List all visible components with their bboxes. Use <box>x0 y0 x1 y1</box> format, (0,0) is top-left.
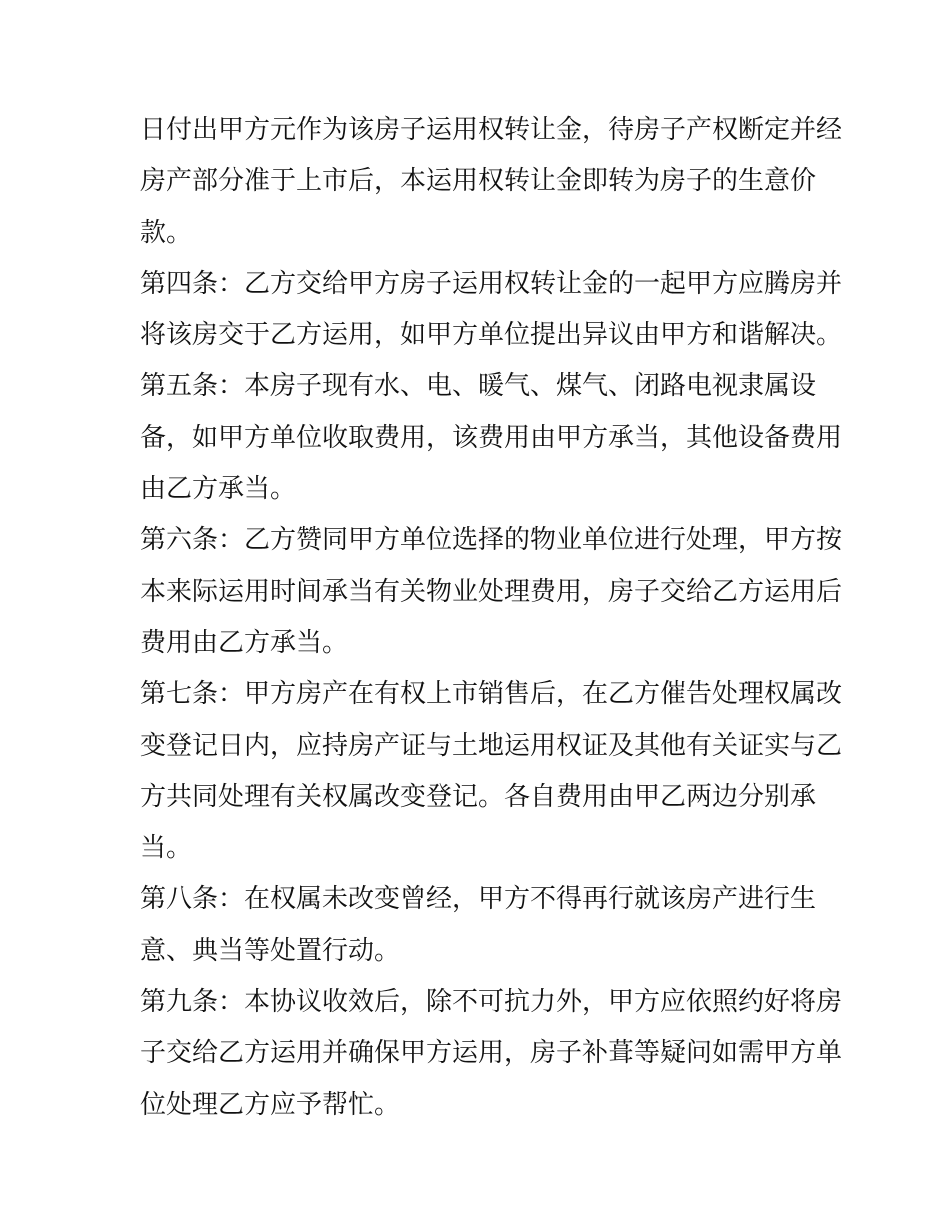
text-line: 房产部分准于上市后，本运用权转让金即转为房子的生意价 <box>140 166 817 197</box>
text-line: 备，如甲方单位收取费用，该费用由甲方承当，其他设备费用 <box>140 422 843 453</box>
text-line: 第九条：本协议收效后，除不可抗力外，甲方应依照约好将房 <box>140 987 843 1018</box>
text-line: 第四条：乙方交给甲方房子运用权转让金的一起甲方应腾房并 <box>140 268 843 299</box>
text-line: 位处理乙方应予帮忙。 <box>140 1089 401 1120</box>
text-line: 子交给乙方运用并确保甲方运用，房子补葺等疑问如需甲方单 <box>140 1038 843 1069</box>
text-line: 第八条：在权属未改变曾经，甲方不得再行就该房产进行生 <box>140 884 817 915</box>
text-line: 方共同处理有关权属改变登记。各自费用由甲乙两边分别承 <box>140 781 817 812</box>
text-line: 费用由乙方承当。 <box>140 627 349 658</box>
text-line: 由乙方承当。 <box>140 474 297 505</box>
text-line: 将该房交于乙方运用，如甲方单位提出异议由甲方和谐解决。 <box>140 320 843 351</box>
text-line: 当。 <box>140 833 193 864</box>
text-line: 变登记日内，应持房产证与土地运用权证及其他有关证实与乙 <box>140 730 843 761</box>
text-line: 款。 <box>140 217 193 248</box>
text-line: 日付出甲方元作为该房子运用权转让金，待房子产权断定并经 <box>140 115 843 145</box>
document-body <box>140 105 843 1131</box>
text-line: 本来际运用时间承当有关物业处理费用，房子交给乙方运用后 <box>140 576 843 607</box>
text-line: 第七条：甲方房产在有权上市销售后，在乙方催告处理权属改 <box>140 679 843 710</box>
text-line: 意、典当等处置行动。 <box>140 935 401 966</box>
text-line: 第六条：乙方赞同甲方单位选择的物业单位进行处理，甲方按 <box>140 525 843 556</box>
text-line: 第五条：本房子现有水、电、暖气、煤气、闭路电视隶属设 <box>140 371 817 402</box>
